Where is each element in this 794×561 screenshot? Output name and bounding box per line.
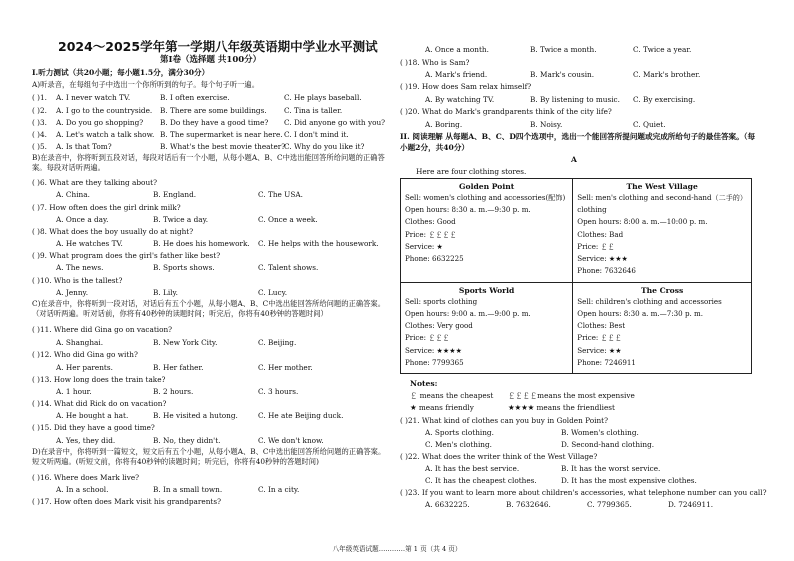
option-b: B. Twice a day.: [153, 215, 209, 224]
question-stem: ( )12. Who did Gina go with?: [32, 350, 138, 359]
option-b: B. Do they have a good time?: [160, 118, 269, 127]
store-sell-cont: clothing: [577, 205, 607, 215]
option-a: A. In a school.: [56, 485, 109, 494]
question-number: ( )5.: [32, 142, 47, 151]
store-hours: Open hours: 8:30 a. m.—9:30 p. m.: [405, 205, 531, 215]
page-footer: 八年级英语试题…………第 1 页（共 4 页）: [332, 545, 462, 553]
option-c: C. Beijing.: [258, 338, 297, 347]
option-c: C. 3 hours.: [258, 387, 299, 396]
option-a: A. He watches TV.: [56, 239, 123, 248]
option-c: C. Twice a year.: [633, 45, 692, 54]
store-price: Price: ￡￡￡: [577, 333, 622, 343]
option-d: D. Second-hand clothing.: [561, 440, 655, 449]
store-hours: Open hours: 8:00 a. m.—10:00 p. m.: [577, 217, 708, 227]
option-c: C. The USA.: [258, 190, 303, 199]
notes-title: Notes:: [410, 379, 438, 388]
store-hours: Open hours: 9:00 a. m.—9:00 p. m.: [405, 308, 531, 318]
option-c: C. Did anyone go with you?: [284, 118, 386, 127]
section-subtitle: 第Ⅰ卷（选择题 共100分）: [160, 55, 262, 65]
option-b: B. He visited a hutong.: [153, 411, 238, 420]
store-name: Golden Point: [459, 182, 515, 191]
option-a: A. Once a day.: [56, 215, 109, 224]
option-c: C. Lucy.: [258, 288, 288, 297]
option-a: A. Do you go shopping?: [56, 118, 144, 127]
question-stem: ( )10. Who is the tallest?: [32, 276, 123, 285]
option-a: A. 1 hour.: [56, 387, 92, 396]
question-number: ( )4.: [32, 130, 47, 139]
part-b-instruction: B)在录音中，你将听到五段对话，每段对话后有一个小题，从每小题A、B、C中选出能回答所给问题的正确答案。每段对话听两遍。: [32, 153, 385, 172]
option-b: B. In a small town.: [153, 485, 223, 494]
question-stem: ( )16. Where does Mark live?: [32, 473, 140, 482]
store-sell: Sell: children's clothing and accessories: [577, 296, 722, 306]
store-price: Price: ￡￡: [577, 241, 615, 251]
option-c: C. By exercising.: [633, 95, 696, 104]
option-d: D. It has the most expensive clothes.: [561, 476, 697, 485]
store-price: Price: ￡￡￡: [405, 333, 450, 343]
option-a: A. Yes, they did.: [56, 436, 116, 445]
store-card-sports-world: [401, 282, 573, 373]
store-name: Sports World: [458, 285, 515, 295]
option-b: B. What's the best movie theater?: [160, 142, 286, 151]
store-clothes: Clothes: Good: [405, 217, 456, 227]
option-c: C. He helps with the housework.: [258, 239, 379, 248]
option-a: A. Her parents.: [56, 363, 113, 372]
option-a: A. Jenny.: [56, 288, 89, 297]
option-c: C. Why do you like it?: [284, 142, 365, 151]
store-clothes: Clothes: Bad: [577, 229, 624, 239]
part-c-instruction: C)在录音中，你将听到一段对话，对话后有五个小题，从每小题A、B、C中选出能回答所给问题的正确答案。（对话听两遍。听对话前，你将有40秒钟的读题时间；听完后，你将有40秒钟的答题时间）: [32, 299, 386, 318]
listening-heading: Ⅰ.听力测试（共20小题；每小题1.5分，满分30分）: [32, 68, 210, 77]
question-stem: ( )22. What does the writer think of the West Village?: [400, 452, 598, 461]
option-b: B. By listening to music.: [530, 95, 620, 104]
option-b: B. Twice a month.: [530, 45, 597, 54]
option-a: A. I never watch TV.: [56, 93, 131, 102]
option-a: A. Let's watch a talk show.: [56, 130, 155, 139]
question-stem: ( )18. Who is Sam?: [400, 58, 470, 67]
option-a: A. By watching TV.: [425, 95, 495, 104]
store-sell: Sell: women's clothing and accessories(配饰): [405, 193, 566, 202]
question-number: ( )2.: [32, 106, 47, 115]
store-clothes: Clothes: Very good: [405, 321, 473, 331]
option-b: B. Noisy.: [530, 120, 563, 129]
option-a: A. Once a month.: [425, 45, 489, 54]
option-b: B. The supermarket is near here.: [160, 130, 283, 139]
option-c: C. He plays baseball.: [284, 93, 362, 102]
option-c: C. I don't mind it.: [284, 130, 349, 139]
store-card-west-village: [573, 179, 752, 283]
option-c: C. Quiet.: [633, 120, 666, 129]
note-cheapest: ￡ means the cheapest: [410, 391, 494, 400]
option-a: A. 6632225.: [425, 500, 470, 509]
store-card-golden-point: [401, 179, 573, 283]
option-b: B. Mark's cousin.: [530, 70, 595, 79]
store-phone: Phone: 7799365: [405, 357, 464, 367]
exam-title: 2024～2025学年第一学期八年级英语期中学业水平测试: [58, 39, 378, 54]
question-stem: ( )7. How often does the girl drink milk?: [32, 203, 181, 212]
store-sell: Sell: sports clothing: [405, 296, 478, 306]
option-b: B. Lily.: [153, 288, 178, 297]
passage-intro: Here are four clothing stores.: [416, 167, 527, 176]
option-a: A. Shanghai.: [56, 338, 104, 347]
store-service: Service: ★★★★: [405, 345, 462, 355]
option-a: A. China.: [56, 190, 90, 199]
option-b: B. It has the worst service.: [561, 464, 661, 473]
option-b: B. Women's clothing.: [561, 428, 639, 437]
passage-label: A: [571, 155, 577, 164]
option-b: B. England.: [153, 190, 197, 199]
option-b: B. There are some buildings.: [160, 106, 267, 115]
store-name: The West Village: [626, 182, 698, 191]
option-a: A. I go to the countryside.: [56, 106, 153, 115]
store-service: Service: ★★★: [577, 254, 628, 264]
question-stem: ( )19. How does Sam relax himself?: [400, 82, 532, 91]
question-stem: ( )11. Where did Gina go on vacation?: [32, 325, 173, 334]
reading-heading: II. 阅读理解 从每题A、B、C、D四个选项中，选出一个能回答所提问题或完成所给句子的最佳答案。（每小题2分，共40分）: [400, 132, 756, 152]
option-a: A. It has the best service.: [425, 464, 520, 473]
option-c: C. 7799365.: [587, 500, 632, 509]
question-stem: ( )23. If you want to learn more about children's accessories, what telephone number can you call?: [400, 488, 767, 497]
option-a: A. Boring.: [425, 120, 463, 129]
question-stem: ( )14. What did Rick do on vacation?: [32, 399, 167, 408]
store-price: Price: ￡￡￡￡: [405, 229, 457, 239]
option-a: A. The news.: [56, 263, 104, 272]
store-phone: Phone: 7246911: [577, 357, 636, 367]
option-b: B. He does his homework.: [153, 239, 250, 248]
part-d-instruction: D)在录音中，你将听到一篇短文，短文后有五个小题，从每小题A、B、C中选出能回答所给问题的正确答案。短文听两遍。(听短文前，你将有40秒钟的读题时间；听完后，你将有40秒钟的答题时间): [32, 447, 386, 466]
option-b: B. I often exercise.: [160, 93, 230, 102]
option-c: C. Men's clothing.: [425, 440, 492, 449]
question-stem: ( )15. Did they have a good time?: [32, 423, 155, 432]
store-hours: Open hours: 8:30 a. m.—7:30 p. m.: [577, 308, 703, 318]
option-a: A. Sports clothing.: [425, 428, 494, 437]
question-number: ( )1.: [32, 93, 47, 102]
option-b: B. New York City.: [153, 338, 218, 347]
store-service: Service: ★★: [577, 345, 622, 355]
option-a: A. Mark's friend.: [425, 70, 488, 79]
store-sell: Sell: men's clothing and second-hand（二手的）: [577, 193, 747, 202]
question-stem: ( )9. What program does the girl's father like best?: [32, 251, 221, 260]
store-phone: Phone: 7632646: [577, 266, 636, 276]
option-a: A. He bought a hat.: [56, 411, 129, 420]
question-stem: ( )8. What does the boy usually do at night?: [32, 227, 194, 236]
question-stem: ( )17. How often does Mark visit his grandparents?: [32, 497, 221, 506]
question-stem: ( )20. What do Mark's grandparents think of the city life?: [400, 107, 612, 116]
question-stem: ( )13. How long does the train take?: [32, 375, 166, 384]
option-c: C. Once a week.: [258, 215, 318, 224]
note-friendly: ★ means friendly: [410, 403, 474, 412]
note-friendliest: ★★★★ means the friendliest: [508, 403, 615, 412]
question-stem: ( )6. What are they talking about?: [32, 178, 157, 187]
option-c: C. He ate Beijing duck.: [258, 411, 344, 420]
option-b: B. 7632646.: [506, 500, 551, 509]
option-b: B. Her father.: [153, 363, 204, 372]
option-c: C. In a city.: [258, 485, 300, 494]
part-a-instruction: A)听录音，在每组句子中选出一个你所听到的句子。每个句子听一遍。: [32, 80, 260, 89]
note-most-expensive: ￡￡￡￡means the most expensive: [508, 391, 635, 400]
question-number: ( )3.: [32, 118, 47, 127]
stores-table: [400, 178, 752, 374]
option-c: C. Her mother.: [258, 363, 313, 372]
question-stem: ( )21. What kind of clothes can you buy in Golden Point?: [400, 416, 609, 425]
option-b: B. Sports shows.: [153, 263, 215, 272]
store-service: Service: ★: [405, 241, 443, 251]
option-c: C. Mark's brother.: [633, 70, 701, 79]
option-c: C. Tina is taller.: [284, 106, 343, 115]
option-c: C. We don't know.: [258, 436, 324, 445]
option-a: A. Is that Tom?: [56, 142, 112, 151]
option-c: C. It has the cheapest clothes.: [425, 476, 537, 485]
store-clothes: Clothes: Best: [577, 321, 626, 331]
option-d: D. 7246911.: [668, 500, 714, 509]
store-phone: Phone: 6632225: [405, 254, 464, 264]
option-c: C. Talent shows.: [258, 263, 319, 272]
store-card-the-cross: [573, 282, 752, 373]
option-b: B. No, they didn't.: [153, 436, 221, 445]
store-name: The Cross: [640, 285, 684, 295]
option-b: B. 2 hours.: [153, 387, 194, 396]
